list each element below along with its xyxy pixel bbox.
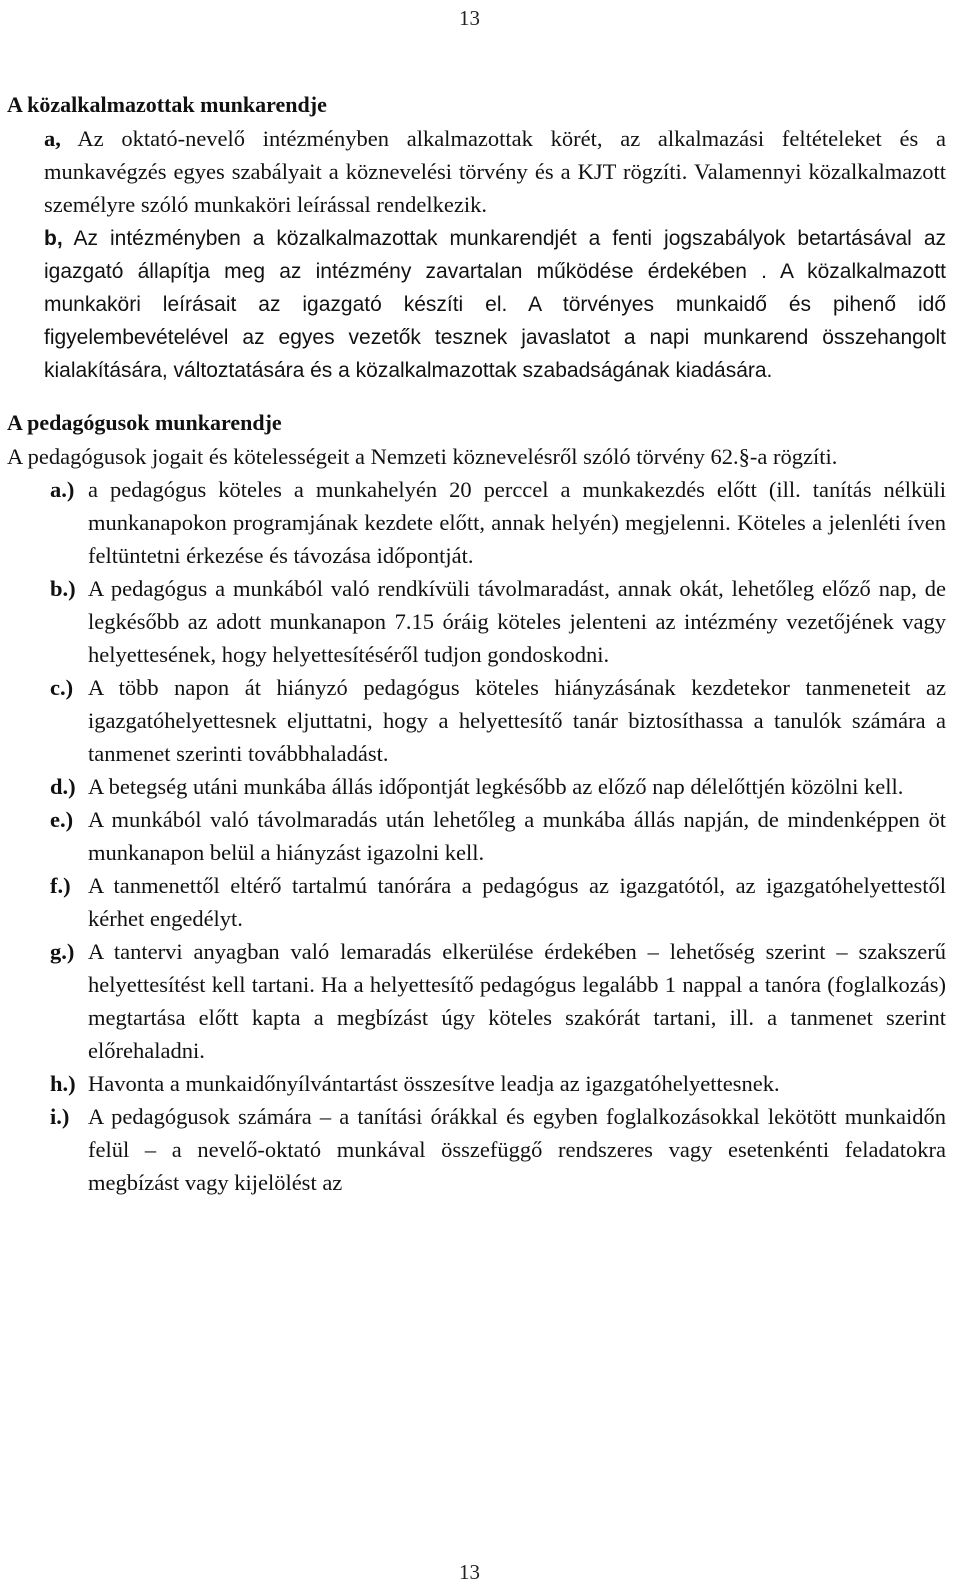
list-item-label: h.)	[50, 1071, 76, 1096]
teacher-rules-list	[7, 473, 946, 1199]
section-title-teacher-schedule: A pedagógusok munkarendje	[7, 410, 282, 435]
list-item	[50, 935, 946, 1067]
list-item-label: a.)	[50, 477, 75, 502]
list-item	[50, 473, 946, 572]
paragraph-b	[7, 222, 946, 387]
list-item-label: e.)	[50, 807, 74, 832]
list-item-text: A betegség utáni munkába állás időpontját legkésőbb az előző nap délelőttjén közölni kell.	[88, 774, 904, 799]
list-item-text: A pedagógus a munkából való rendkívüli távolmaradást, annak okát, lehetőleg előző nap, de legkésőbb az adott munkanapon 7.15 óráig köteles jelenteni az intézmény vezetőjének vagy helyettesének, hogy helyettesítéséről tudjon gondoskodni.	[88, 576, 946, 667]
list-item	[50, 671, 946, 770]
list-item-text: A pedagógusok számára – a tanítási órákkal és egyben foglalkozásokkal lekötött munkaidőn felül – a nevelő-oktató munkával összefüggő rendszeres vagy esetenkénti feladatokra megbízást vagy kijelölést az	[88, 1104, 946, 1195]
page-content	[7, 88, 946, 1199]
section-title-staff-schedule: A közalkalmazottak munkarendje	[7, 92, 327, 117]
paragraph-a	[7, 122, 946, 221]
list-item-label: d.)	[50, 774, 76, 799]
paragraph-b-text: Az intézményben a közalkalmazottak munkarendjét a fenti jogszabályok betartásával az igazgató állapítja meg az intézmény zavartalan működése érdekében . A közalkalmazott munkaköri leírásait az igazgató készíti el. A törvényes munkaidő és pihenő idő figyelembevételével az egyes vezetők tesznek javaslatot a napi munkarend összehangolt kialakítására, változtatására és a közalkalmazottak szabadságának kiadására.	[44, 227, 946, 382]
list-item	[50, 803, 946, 869]
list-item-label: b.)	[50, 576, 76, 601]
list-item-text: A munkából való távolmaradás után lehetőleg a munkába állás napján, de mindenképpen öt munkanapon belül a hiányzást igazolni kell.	[88, 807, 946, 865]
list-item-text: A tantervi anyagban való lemaradás elkerülése érdekében – lehetőség szerint – szakszerű helyettesítést kell tartani. Ha a helyettesítő pedagógus legalább 1 nappal a tanóra (foglalkozás) megtartása előtt kapta a megbízást úgy köteles szakórát tartani, ill. a tanmenet szerint előrehaladni.	[88, 939, 946, 1063]
list-item	[50, 1100, 946, 1199]
paragraph-b-label: b,	[44, 227, 63, 250]
list-item-label: i.)	[50, 1104, 70, 1129]
teacher-intro: A pedagógusok jogait és kötelességeit a Nemzeti köznevelésről szóló törvény 62.§-a rögzíti.	[7, 444, 838, 469]
list-item	[50, 1067, 946, 1100]
list-item-text: Havonta a munkaidőnyílvántartást összesítve leadja az igazgatóhelyettesnek.	[88, 1071, 780, 1096]
list-item-label: f.)	[50, 873, 71, 898]
page-number-bottom: 13	[459, 1560, 480, 1584]
list-item	[50, 572, 946, 671]
list-item-text: a pedagógus köteles a munkahelyén 20 perccel a munkakezdés előtt (ill. tanítás nélküli munkanapokon programjának kezdete előtt, annak helyén) megjelenni. Köteles a jelenléti íven feltüntetni érkezése és távozása időpontját.	[88, 477, 946, 568]
list-item-text: A tanmenettől eltérő tartalmú tanórára a pedagógus az igazgatótól, az igazgatóhelyettestől kérhet engedélyt.	[88, 873, 946, 931]
paragraph-a-label: a,	[44, 126, 61, 151]
page-number-top: 13	[459, 6, 480, 30]
list-item-label: g.)	[50, 939, 75, 964]
list-item	[50, 770, 946, 803]
paragraph-a-text: Az oktató-nevelő intézményben alkalmazottak körét, az alkalmazási feltételeket és a munkavégzés egyes szabályait a köznevelési törvény és a KJT rögzíti. Valamennyi közalkalmazott személyre szóló munkaköri leírással rendelkezik.	[44, 126, 946, 217]
list-item-label: c.)	[50, 675, 74, 700]
list-item	[50, 869, 946, 935]
list-item-text: A több napon át hiányzó pedagógus köteles hiányzásának kezdetekor tanmeneteit az igazgatóhelyettesnek eljuttatni, hogy a helyettesítő tanár biztosíthassa a tanulók számára a tanmenet szerinti továbbhaladást.	[88, 675, 946, 766]
